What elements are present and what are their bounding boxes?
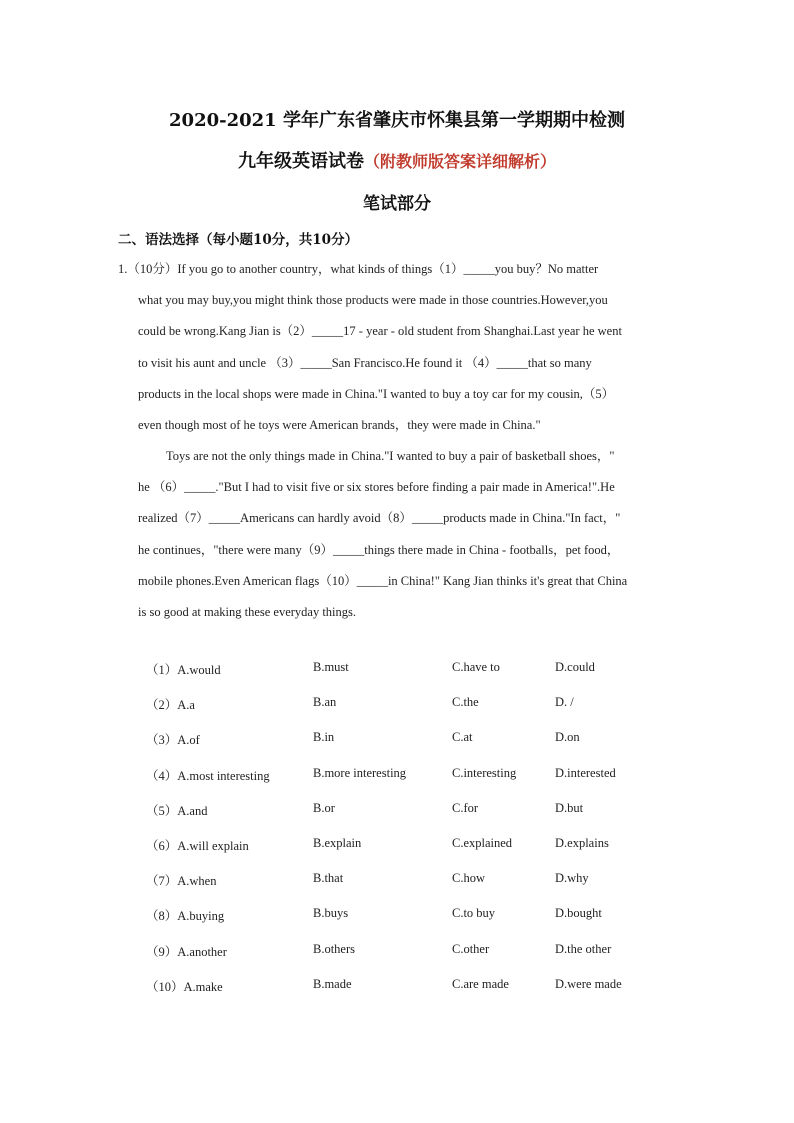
option-a: （7）A.when (146, 874, 217, 889)
option-c: C.for (452, 800, 479, 815)
option-d: D.interested (555, 765, 616, 780)
option-c: C.how (452, 871, 485, 886)
passage-line: mobile phones.Even American flags（10）_____in China!" Kang Jian thinks it's great that China (138, 573, 628, 588)
option-a: （4）A.most interesting (146, 768, 270, 783)
option-b: B.others (313, 941, 356, 956)
passage-line: he continues，"there were many（9）_____things there made in China - footballs，pet food， (138, 542, 620, 557)
passage-line: he （6）_____."But I had to visit five or six stores before finding a pair made in America!".He (138, 480, 615, 495)
option-row (146, 766, 686, 801)
answer-note: （附教师版答案详细解析） (363, 152, 556, 171)
option-b: B.buys (313, 906, 349, 921)
exam-title: 2020-2021 学年广东省肇庆市怀集县第一学期期中检测 (169, 110, 625, 131)
option-row (146, 942, 686, 977)
option-d: D.but (555, 800, 584, 815)
option-b: B.an (313, 695, 337, 710)
option-a: （8）A.buying (146, 909, 225, 924)
option-d: D. / (555, 695, 574, 710)
option-c: C.explained (452, 835, 513, 850)
option-row (146, 836, 686, 871)
option-row (146, 871, 686, 906)
option-d: D.why (555, 871, 589, 886)
option-a: （1）A.would (146, 663, 221, 677)
section-heading: 二、语法选择（每小题10分，共10分） (118, 232, 359, 248)
option-c: C.the (452, 695, 479, 710)
passage-line: products in the local shops were made in China."I wanted to buy a toy car for my cousin,（5） (138, 386, 615, 401)
exam-subtitle (0, 147, 794, 173)
option-b: B.explain (313, 835, 362, 850)
option-a: （2）A.a (146, 698, 195, 713)
option-c: C.at (452, 730, 473, 745)
option-a: （6）A.will explain (146, 838, 249, 853)
option-b: B.or (313, 800, 335, 815)
part-title: 笔试部分 (363, 194, 431, 214)
passage-line: what you may buy,you might think those products were made in those countries.However,you (138, 293, 608, 308)
option-c: C.have to (452, 660, 500, 674)
option-row (146, 695, 686, 730)
option-c: C.interesting (452, 765, 517, 780)
passage-line: 1.（10分）If you go to another country，what kinds of things（1）_____you buy？No matter (118, 262, 599, 276)
option-c: C.to buy (452, 906, 496, 921)
option-row (146, 977, 686, 1012)
option-a: （10）A.make (146, 979, 223, 994)
subtitle-text: 九年级英语试卷 (237, 151, 364, 172)
option-b: B.made (313, 976, 352, 991)
option-b: B.must (313, 660, 349, 674)
options-list (146, 660, 686, 1012)
option-row (146, 660, 686, 695)
option-d: D.bought (555, 906, 602, 921)
option-b: B.in (313, 730, 335, 745)
option-d: D.on (555, 730, 580, 745)
option-d: D.the other (555, 941, 612, 956)
option-c: C.are made (452, 976, 509, 991)
passage-line: to visit his aunt and uncle （3）_____San Francisco.He found it （4）_____that so many (138, 355, 592, 370)
passage-paragraph-2 (138, 441, 683, 628)
passage-line: is so good at making these everyday things. (138, 605, 357, 620)
passage-paragraph-1 (118, 254, 683, 441)
option-d: D.explains (555, 835, 609, 850)
option-b: B.more interesting (313, 765, 407, 780)
option-a: （3）A.of (146, 733, 200, 748)
passage-line: Toys are not the only things made in China."I wanted to buy a pair of basketball shoes，" (166, 449, 615, 463)
passage-line: realized（7）_____Americans can hardly avoid（8）_____products made in China."In fact，" (138, 511, 621, 526)
option-c: C.other (452, 941, 490, 956)
option-row (146, 730, 686, 765)
option-row (146, 906, 686, 941)
option-d: D.were made (555, 976, 622, 991)
option-a: （9）A.another (146, 944, 227, 959)
passage-line: could be wrong.Kang Jian is（2）_____17 - year - old student from Shanghai.Last year he went (138, 324, 622, 339)
option-a: （5）A.and (146, 803, 208, 818)
passage-line: even though most of he toys were American brands，they were made in China." (138, 418, 541, 433)
option-d: D.could (555, 660, 595, 674)
option-row (146, 801, 686, 836)
option-b: B.that (313, 871, 344, 886)
